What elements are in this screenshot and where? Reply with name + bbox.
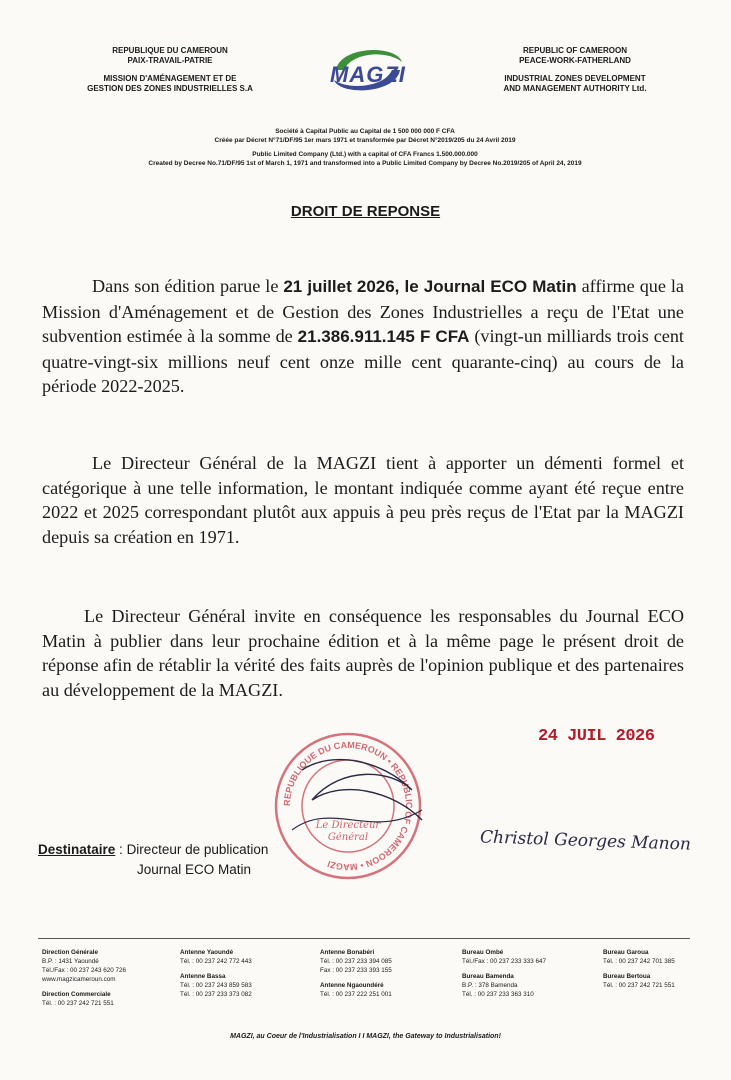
official-seal-stamp	[272, 730, 424, 882]
footer-col1-line2: Tél./Fax : 00 237 243 620 726	[42, 967, 127, 974]
footer-col1-line4: Tél. : 00 237 242 721 551	[42, 1000, 114, 1007]
recipient-line1: Directeur de publication	[126, 842, 269, 857]
footer-divider	[38, 938, 690, 939]
footer-col1-website: www.magzicameroun.com	[42, 976, 116, 983]
org-name-fr-line1: MISSION D'AMÉNAGEMENT ET DE	[103, 74, 237, 83]
footer-col5-title2: Bureau Bertoua	[603, 973, 651, 980]
p1-text-a: Dans son édition parue le	[92, 276, 284, 296]
company-info	[100, 127, 630, 168]
recipient-line2: Journal ECO Matin	[137, 862, 252, 877]
footer-tagline: MAGZI, au Coeur de l'Industrialisation I I MAGZI, the Gateway to Industrialisation!	[230, 1033, 501, 1040]
recipient-label: Destinataire	[38, 842, 116, 857]
document-title: DROIT DE REPONSE	[290, 203, 441, 220]
footer-col4-title2: Bureau Bamenda	[462, 973, 514, 980]
company-info-fr-1: Société à Capital Public au Capital de 1 500 000 000 F CFA	[275, 128, 455, 135]
org-name-en-line1: INDUSTRIAL ZONES DEVELOPMENT	[504, 74, 646, 83]
motto-fr: PAIX-TRAVAIL-PATRIE	[127, 56, 213, 65]
company-info-en-1: Public Limited Company (Ltd.) with a capital of CFA Francs 1.500.000.000	[252, 151, 478, 158]
p1-bold-date-journal: 21 juillet 2026, le Journal ECO Matin	[283, 277, 577, 296]
footer-col-bureau-1	[462, 948, 546, 999]
header-right-block	[470, 46, 680, 94]
footer-col3-line2: Fax : 00 237 233 393 155	[320, 967, 392, 974]
footer-col3-title2: Antenne Ngaoundéré	[320, 982, 384, 989]
footer-col4-title: Bureau Ombé	[462, 949, 504, 956]
footer-col3-line3: Tél. : 00 237 222 251 001	[320, 991, 392, 998]
footer-col4-line2: B.P. : 378 Bamenda	[462, 982, 518, 989]
footer-col-headquarters	[42, 948, 126, 1008]
header-left-block	[70, 46, 270, 94]
p1-text-c: affirme que la Mission d'Aménagement et de Gestion des Zones Industrielles a reçu de l'Etat une subvention estimée à la somme de	[42, 276, 685, 346]
company-info-en-2: Created by Decree No.71/DF/95 1st of March 1, 1971 and transformed into a Public Limited Company by Decree No.2019/205 of April 24, 2019	[148, 160, 582, 167]
company-info-fr-2: Créée par Décret N°71/DF/95 1er mars 1971 et transformée par Décret N°2019/205 du 24 Avril 2019	[214, 137, 516, 144]
footer-col3-line1: Tél. : 00 237 233 394 085	[320, 958, 392, 965]
footer-col5-line2: Tél. : 00 237 242 721 551	[603, 982, 675, 989]
seal-center-line2: Général	[327, 832, 369, 843]
footer-col-antenna-1	[180, 948, 252, 999]
motto-en: PEACE-WORK-FATHERLAND	[519, 56, 631, 65]
recipient-block	[38, 840, 268, 880]
footer-col4-line3: Tél. : 00 237 233 363 310	[462, 991, 534, 998]
magzi-logo	[318, 40, 418, 100]
p1-text-e: (vingt-un milliards trois cent quatre-vingt-six millions neuf cent onze mille cent quarante-cinq) au cours de la période 2022-2025.	[42, 326, 684, 396]
org-name-fr-line2: GESTION DES ZONES INDUSTRIELLES S.A	[87, 84, 253, 93]
footer-col1-line1: B.P. : 1431 Yaoundé	[42, 958, 99, 965]
footer-col2-title2: Antenne Bassa	[180, 973, 226, 980]
seal-center-line1: Le Directeur	[315, 820, 381, 831]
org-name-en-line2: AND MANAGEMENT AUTHORITY Ltd.	[503, 84, 647, 93]
footer-col2-line3: Tél. : 00 237 233 373 082	[180, 991, 252, 998]
p1-bold-amount: 21.386.911.145 F CFA	[297, 327, 470, 346]
seal-ring-text: REPUBLIQUE DU CAMEROUN • REPUBLIC OF CAMEROON • MAGZI	[281, 739, 415, 873]
footer-col5-line1: Tél. : 00 237 242 701 385	[603, 958, 675, 965]
footer-col1-title: Direction Générale	[42, 949, 98, 956]
footer-col2-line1: Tél. : 00 237 242 772 443	[180, 958, 252, 965]
footer-col2-line2: Tél. : 00 237 243 859 583	[180, 982, 252, 989]
country-name-en: REPUBLIC OF CAMEROON	[523, 46, 627, 55]
footer-col2-title: Antenne Yaoundé	[180, 949, 234, 956]
recipient-separator: :	[115, 842, 127, 857]
footer-col-bureau-2	[603, 948, 675, 990]
footer-col3-title: Antenne Bonabéri	[320, 949, 375, 956]
footer-col4-line1: Tél./Fax : 00 237 233 333 647	[462, 958, 547, 965]
footer-col-antenna-2	[320, 948, 392, 999]
country-name-fr: REPUBLIQUE DU CAMEROUN	[112, 46, 228, 55]
paragraph-2: Le Directeur Général de la MAGZI tient à apporter un démenti formel et catégorique à une telle information, le montant indiquée comme ayant été reçue entre 2022 et 2025 correspondant plutôt aux appuis à peu près reçus de l'Etat par la MAGZI depuis sa création en 1971.	[42, 453, 684, 547]
logo-wordmark: MAGZI	[330, 62, 406, 87]
date-stamp: 24 JUIL 2026	[538, 727, 655, 746]
footer-col1-title2: Direction Commerciale	[42, 991, 111, 998]
signature-name: Christol Georges Manon	[479, 827, 692, 855]
paragraph-1	[42, 274, 684, 399]
footer-col5-title: Bureau Garoua	[603, 949, 649, 956]
paragraph-3: Le Directeur Général invite en conséquence les responsables du Journal ECO Matin à publier dans leur prochaine édition et à la même page le présent droit de réponse afin de rétablir la vérité des faits auprès de l'opinion publique et des partenaires au développement de la MAGZI.	[42, 606, 684, 700]
